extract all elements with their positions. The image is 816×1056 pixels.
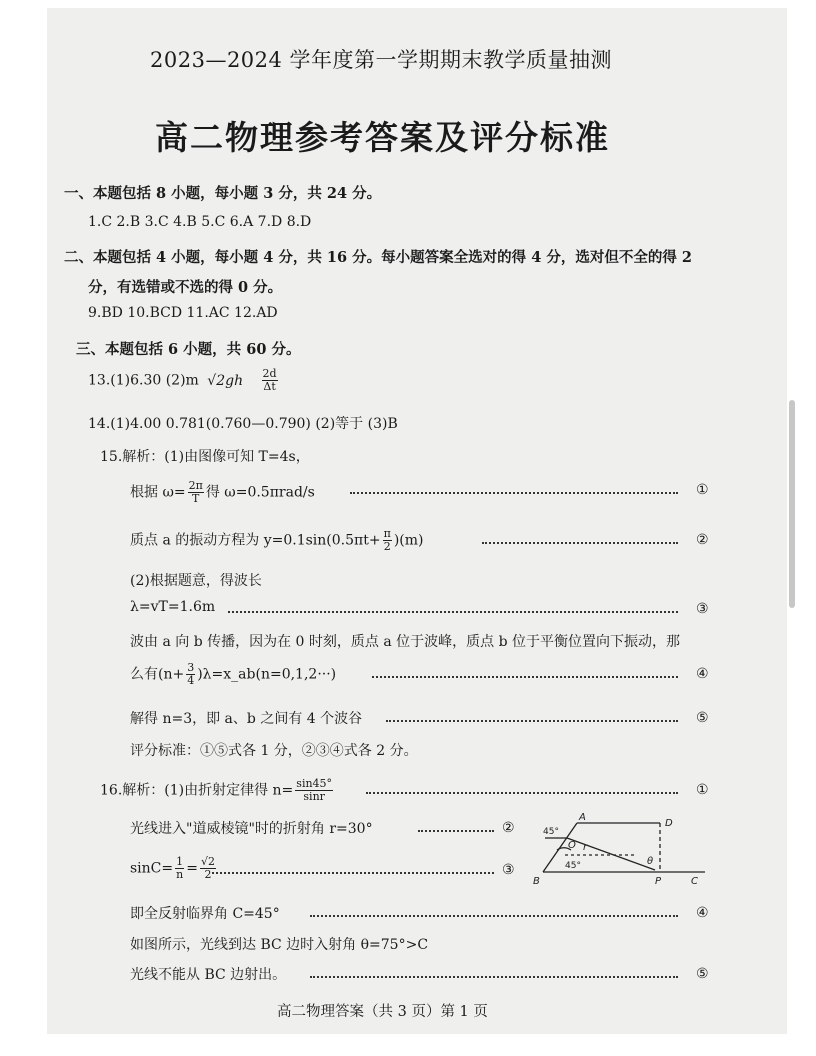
page-title: 高二物理参考答案及评分标准 — [155, 118, 610, 157]
leader-dots — [386, 720, 678, 722]
q15-l7-den: 4 — [187, 674, 195, 687]
section1-answers: 1.C 2.B 3.C 4.B 5.C 6.A 7.D 8.D — [88, 214, 312, 230]
exam-header: 2023—2024 学年度第一学期期末教学质量抽测 — [150, 48, 613, 72]
q16-l1a: 16.解析：(1)由折射定律得 n= — [100, 782, 294, 799]
q16-l1-frac — [295, 778, 333, 803]
label-O: O — [568, 840, 576, 851]
q13-line — [88, 368, 280, 393]
label-angle-45-bottom: 45° — [565, 861, 581, 871]
scrollbar-thumb[interactable] — [789, 400, 795, 608]
q15-l7-num: 3 — [187, 661, 195, 674]
prism-diagram — [525, 810, 715, 890]
leader-dots — [310, 976, 678, 978]
q15-l2a: 根据 ω= — [130, 484, 186, 501]
section2-heading-line1: 二、本题包括 4 小题，每小题 4 分，共 16 分。每小题答案全选对的得 4 分，选对但不全的得 2 — [64, 249, 692, 266]
q16-l3-den1: n — [176, 868, 184, 881]
q16-line6: 光线不能从 BC 边射出。 — [130, 967, 287, 983]
q15-line4: (2)根据题意，得波长 — [130, 573, 262, 589]
section2-heading-line2: 分，有选错或不选的得 0 分。 — [88, 279, 283, 296]
mark-2: ② — [502, 820, 515, 836]
q15-l3-num: π — [383, 527, 391, 540]
mark-1: ① — [696, 482, 709, 498]
label-angle-45-top: 45° — [543, 827, 559, 837]
mark-4: ④ — [696, 905, 709, 921]
q13-prefix: 13.(1)6.30 (2)m — [88, 372, 199, 389]
mark-3: ③ — [502, 862, 515, 878]
q15-line2 — [130, 480, 315, 505]
leader-dots — [482, 542, 678, 544]
q15-l2b: 得 ω=0.5πrad/s — [205, 484, 315, 501]
q16-line5: 如图所示，光线到达 BC 边时入射角 θ=75°>C — [130, 937, 429, 953]
leader-dots — [212, 872, 494, 874]
leader-dots — [418, 830, 494, 832]
q15-l2-frac — [188, 480, 204, 505]
q15-l3-den: 2 — [383, 540, 391, 553]
q15-line5: λ=vT=1.6m — [130, 599, 216, 615]
q15-l7-frac — [186, 662, 195, 687]
q15-line1: 15.解析：(1)由图像可知 T=4s， — [100, 449, 310, 465]
q16-l3a: sinC= — [130, 860, 174, 877]
section3-heading: 三、本题包括 6 小题，共 60 分。 — [76, 341, 301, 358]
q16-l1-den: sinr — [303, 790, 325, 803]
q15-line3 — [130, 528, 423, 553]
label-P: P — [655, 876, 662, 887]
q13-fraction — [262, 368, 278, 393]
label-theta: θ — [647, 856, 654, 867]
q16-l3-num2: √2 — [200, 855, 215, 868]
leader-dots — [228, 611, 678, 613]
q16-l3-eq: = — [186, 860, 198, 877]
page-footer: 高二物理答案（共 3 页）第 1 页 — [277, 1004, 488, 1020]
q15-l7b: )λ=x_ab(n=0,1,2···) — [197, 666, 337, 683]
leader-dots — [366, 792, 678, 794]
leader-dots — [350, 492, 678, 494]
label-C: C — [691, 876, 698, 887]
q16-l3-frac2 — [200, 856, 216, 881]
q16-line4: 即全反射临界角 C=45° — [130, 906, 280, 922]
q16-l3-num1: 1 — [176, 855, 184, 868]
mark-1: ① — [696, 782, 709, 798]
q15-l3b: )(m) — [393, 532, 424, 549]
q13-frac-num: 2d — [262, 367, 277, 380]
q13-sqrt: √2gh — [207, 372, 244, 389]
q15-l3-frac — [383, 528, 392, 553]
q16-line1 — [100, 778, 335, 803]
leader-dots — [310, 915, 678, 917]
q13-frac-den: Δt — [263, 380, 276, 393]
label-r: r — [583, 842, 588, 853]
q15-line9: 评分标准：①⑤式各 1 分，②③④式各 2 分。 — [130, 743, 418, 759]
q15-line8: 解得 n=3，即 a、b 之间有 4 个波谷 — [130, 711, 363, 727]
q15-l2-num: 2π — [188, 479, 203, 492]
q14-line: 14.(1)4.00 0.781(0.760—0.790) (2)等于 (3)B — [88, 416, 398, 432]
q16-l3-frac1 — [175, 856, 184, 881]
q16-line3 — [130, 856, 218, 881]
section2-answers: 9.BD 10.BCD 11.AC 12.AD — [88, 305, 278, 321]
q15-line7 — [130, 662, 336, 687]
mark-5: ⑤ — [696, 710, 709, 726]
q15-l3a: 质点 a 的振动方程为 y=0.1sin(0.5πt+ — [130, 532, 381, 549]
q16-l3-den2: 2 — [204, 868, 212, 881]
label-A: A — [579, 812, 586, 823]
mark-2: ② — [696, 532, 709, 548]
mark-3: ③ — [696, 601, 709, 617]
q15-l7a: 么有(n+ — [130, 666, 185, 683]
q16-l1-num: sin45° — [296, 777, 333, 790]
q15-l2-den: T — [192, 492, 200, 505]
mark-4: ④ — [696, 666, 709, 682]
leader-dots — [372, 676, 678, 678]
mark-5: ⑤ — [696, 966, 709, 982]
label-B: B — [533, 876, 540, 887]
section1-heading: 一、本题包括 8 小题，每小题 3 分，共 24 分。 — [64, 185, 382, 202]
q16-line2: 光线进入"道威棱镜"时的折射角 r=30° — [130, 821, 373, 837]
label-D: D — [665, 818, 673, 829]
q15-line6: 波由 a 向 b 传播，因为在 0 时刻，质点 a 位于波峰，质点 b 位于平衡位置向下振动，那 — [130, 634, 681, 650]
